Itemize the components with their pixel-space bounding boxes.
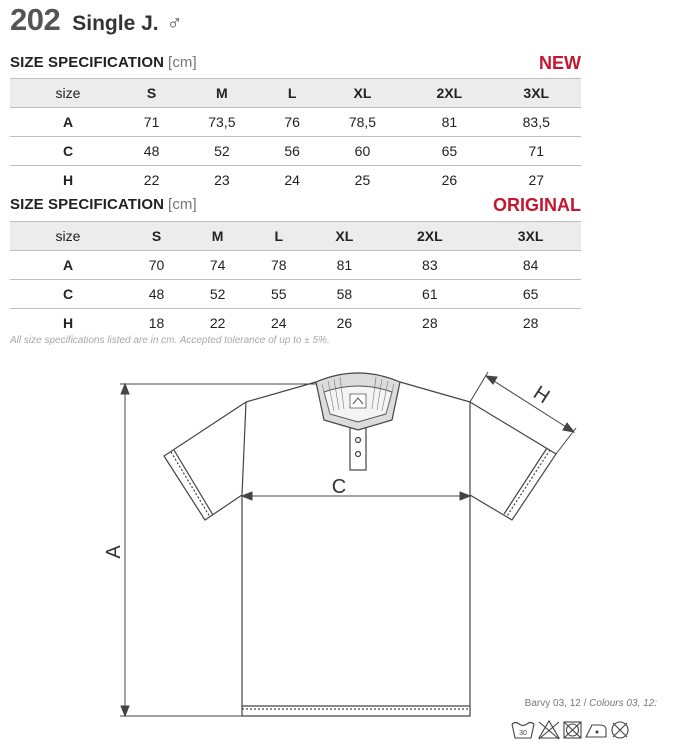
table-cell: 71 [492, 137, 581, 166]
measure-label-cell: H [62, 315, 74, 331]
table-cell: 22 [143, 172, 160, 188]
label-a: A [103, 545, 125, 559]
colours-text [525, 698, 657, 709]
measure-label-cell: C [10, 280, 126, 309]
size-header-cell: S [126, 222, 187, 251]
table-cell: 22 [209, 315, 226, 331]
table-cell: 52 [177, 137, 266, 166]
button-icon [356, 438, 361, 443]
table-cell: 78,5 [318, 108, 407, 137]
table-cell: 70 [126, 251, 187, 280]
size-header-cell: XL [318, 79, 407, 108]
size-header-cell: 2XL [379, 222, 480, 251]
table-cell: 78 [248, 251, 309, 280]
label-h: H [529, 381, 554, 409]
size-header-cell: S [126, 79, 177, 108]
dimension-c [242, 492, 470, 500]
table-cell: 56 [267, 137, 318, 166]
badge-original: ORIGINAL [493, 195, 581, 215]
measure-label-cell: H [62, 172, 74, 188]
table-cell: 27 [528, 172, 545, 188]
table-cell: 65 [480, 280, 581, 309]
table-cell: 81 [407, 108, 491, 137]
table-cell: 58 [309, 280, 379, 309]
size-column-header: size [10, 79, 126, 108]
table-cell: 83 [379, 251, 480, 280]
colours-en: Colours 03, 12: [589, 698, 657, 709]
measure-label-cell: A [10, 108, 126, 137]
measure-label-cell: A [10, 251, 126, 280]
size-header-cell: XL [309, 222, 379, 251]
label-tag [350, 394, 366, 408]
table-cell: 26 [336, 315, 353, 331]
size-header-cell: M [177, 79, 266, 108]
size-header-cell: L [267, 79, 318, 108]
table-cell: 61 [379, 280, 480, 309]
iron-icon [586, 725, 606, 737]
table-cell: 48 [126, 137, 177, 166]
wash-temp: 30 [519, 730, 527, 737]
table-cell: 76 [267, 108, 318, 137]
measure-label-cell: C [10, 137, 126, 166]
spec-unit: [cm] [168, 196, 197, 213]
table-cell: 24 [284, 172, 300, 188]
label-c: C [331, 476, 347, 498]
table-cell: 26 [441, 172, 458, 188]
badge-new: NEW [539, 53, 581, 73]
no-dry-clean-icon [612, 722, 628, 738]
care-symbols [510, 718, 660, 742]
dimension-a [120, 384, 316, 716]
table-cell: 81 [309, 251, 379, 280]
table-cell: 65 [407, 137, 491, 166]
table-cell: 48 [126, 280, 187, 309]
table-cell: 74 [187, 251, 248, 280]
no-tumble-dry-icon [564, 722, 581, 738]
table-cell: 55 [248, 280, 309, 309]
table-cell: 84 [480, 251, 581, 280]
size-header-cell: M [187, 222, 248, 251]
product-code: 202 [10, 2, 61, 37]
colours-separator: / [580, 698, 590, 709]
table-cell: 60 [318, 137, 407, 166]
size-column-header: size [10, 222, 126, 251]
no-bleach-icon [539, 721, 559, 739]
wash-30-icon [512, 723, 534, 739]
table-cell: 25 [354, 172, 371, 188]
size-header-cell: 2XL [407, 79, 491, 108]
table-cell: 23 [214, 172, 230, 188]
spec-title-text: SIZE SPECIFICATION [10, 196, 165, 213]
spec-unit: [cm] [168, 54, 197, 71]
table-cell: 52 [187, 280, 248, 309]
table-cell: 73,5 [177, 108, 266, 137]
table-cell: 28 [522, 315, 539, 331]
table-cell: 83,5 [492, 108, 581, 137]
table-cell: 18 [148, 315, 165, 331]
body-outline [242, 402, 470, 716]
colours-cz: Barvy 03, 12 [524, 698, 581, 709]
size-header-cell: 3XL [492, 79, 581, 108]
gender-male-icon: ♂ [166, 12, 183, 35]
product-name: Single J. [72, 12, 159, 35]
spec-title-text: SIZE SPECIFICATION [10, 54, 165, 71]
table-cell: 28 [422, 315, 438, 331]
size-header-cell: L [248, 222, 309, 251]
table-cell: 71 [126, 108, 177, 137]
table-cell: 24 [270, 315, 287, 331]
size-header-cell: 3XL [480, 222, 581, 251]
button-icon [356, 452, 361, 457]
tolerance-note: All size specifications listed are in cm. Accepted tolerance of up to ± 5%. [10, 335, 330, 346]
dimension-h [470, 372, 576, 454]
